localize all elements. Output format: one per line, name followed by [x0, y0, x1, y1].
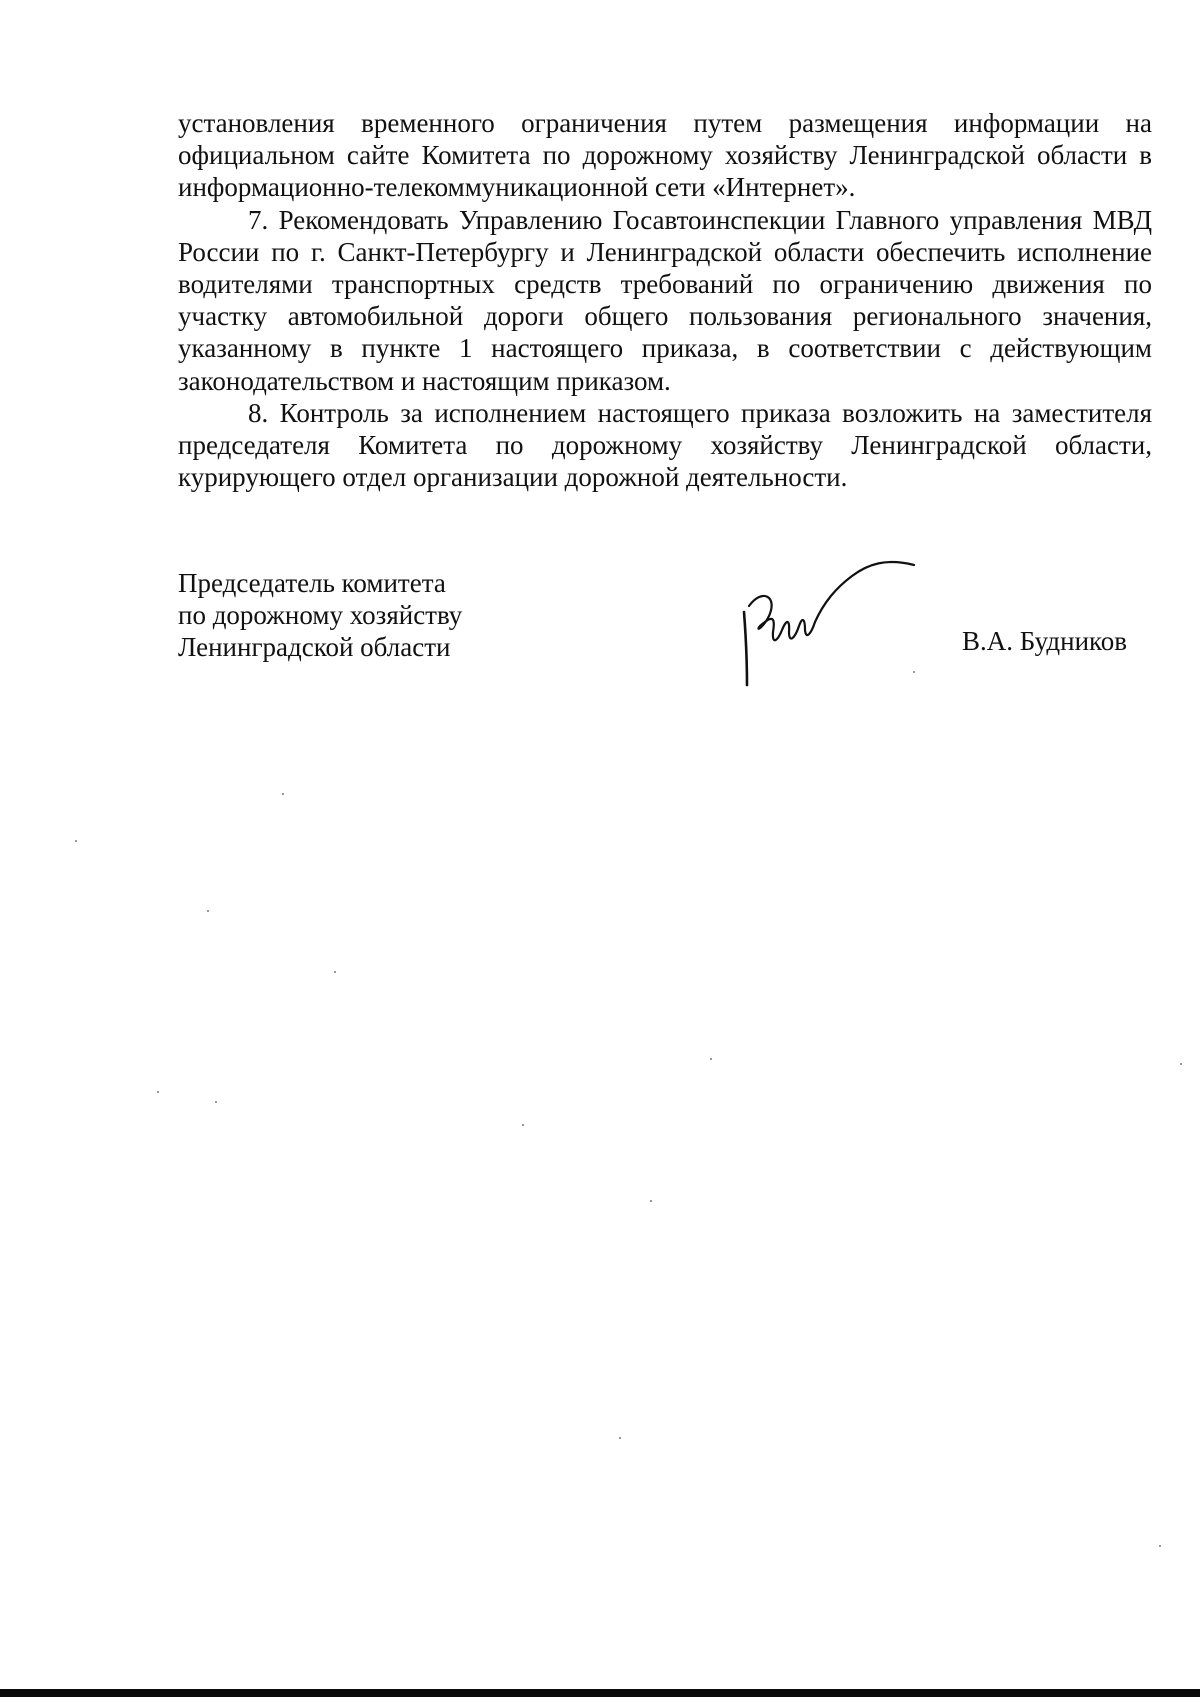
scan-speck — [157, 1091, 159, 1093]
scan-speck — [619, 1437, 621, 1439]
scan-speck — [207, 910, 209, 912]
signatory-name: В.А. Будников — [962, 626, 1128, 656]
scan-speck — [650, 1200, 652, 1202]
scan-speck — [75, 840, 77, 842]
scan-speck — [215, 1101, 217, 1103]
scan-speck — [1159, 1545, 1161, 1547]
scan-speck — [710, 1058, 712, 1060]
scan-speck — [334, 971, 336, 973]
scan-speck — [282, 793, 284, 795]
scan-edge-bar — [0, 1689, 1200, 1697]
document-body — [178, 107, 1152, 493]
scan-speck — [913, 671, 915, 673]
signatory-position-line: Председатель комитета — [178, 568, 446, 598]
paragraph-continuation: установления временного ограничения путем размещения информации на официальном сайте Комитета по дорожному хозяйству Ленинградской области в информационно-телекоммуникационной сети «Интернет». — [178, 108, 1152, 203]
scan-speck — [522, 1124, 524, 1126]
signatory-position — [178, 567, 462, 663]
handwritten-signature — [738, 560, 923, 690]
paragraph-item-7: 7. Рекомендовать Управлению Госавтоинспекции Главного управления МВД России по г. Санкт-Петербургу и Ленинградской области обеспечить исполнение водителями транспортных средств требований по ограничению движения по участку автомобильной дороги общего пользования регионального значения, указанному в пункте 1 настоящего приказа, в соответствии с действующим законодательством и настоящим приказом. — [178, 204, 1152, 396]
paragraph-item-8: 8. Контроль за исполнением настоящего приказа возложить на заместителя председателя Комитета по дорожному хозяйству Ленинградской области, курирующего отдел организации дорожной деятельности. — [178, 397, 1152, 493]
scan-speck — [1180, 1063, 1182, 1065]
signatory-position-line: по дорожному хозяйству — [178, 600, 463, 630]
signatory-position-line: Ленинградской области — [178, 632, 451, 662]
